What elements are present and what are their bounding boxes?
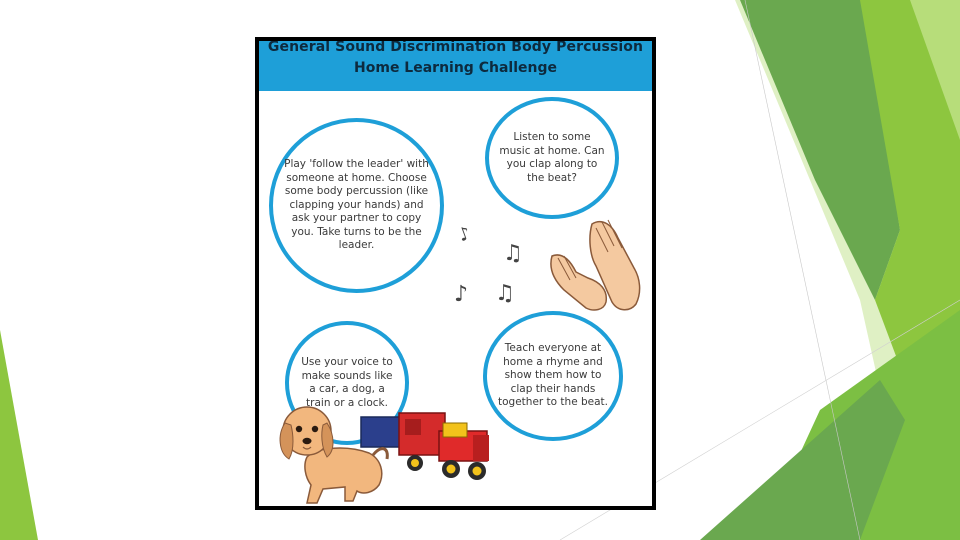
challenge-bubble-follow-the-leader (269, 118, 444, 293)
green-shape-left (0, 330, 38, 540)
worksheet-image (255, 37, 656, 510)
challenge-text: Use your voice to make sounds like a car, a dog, a train or a clock. (301, 356, 393, 409)
challenge-text: Play 'follow the leader' with someone at home. Choose some body percussion (like clapping your hands) and ask your partner to copy you. Take turns to be the leader. (284, 158, 429, 252)
music-note-icon: ♪ (454, 282, 469, 307)
music-note-icon: ♫ (503, 241, 523, 266)
challenge-bubble-listen-music (485, 97, 619, 219)
worksheet-page (259, 41, 652, 506)
clapping-hands-icon (544, 216, 652, 316)
worksheet-title-banner (259, 41, 652, 91)
challenge-text: Teach everyone at home a rhyme and show them how to clap their hands together to the beat. (498, 342, 609, 409)
worksheet-title: General Sound Discrimination Body Percussion (267, 41, 644, 55)
challenge-text: Listen to some music at home. Can you clap along to the beat? (499, 131, 605, 184)
music-note-icon: ♪ (455, 222, 474, 247)
music-note-icon: ♫ (495, 281, 515, 306)
worksheet-subtitle: Home Learning Challenge (354, 60, 557, 76)
puppy-icon (277, 401, 393, 506)
